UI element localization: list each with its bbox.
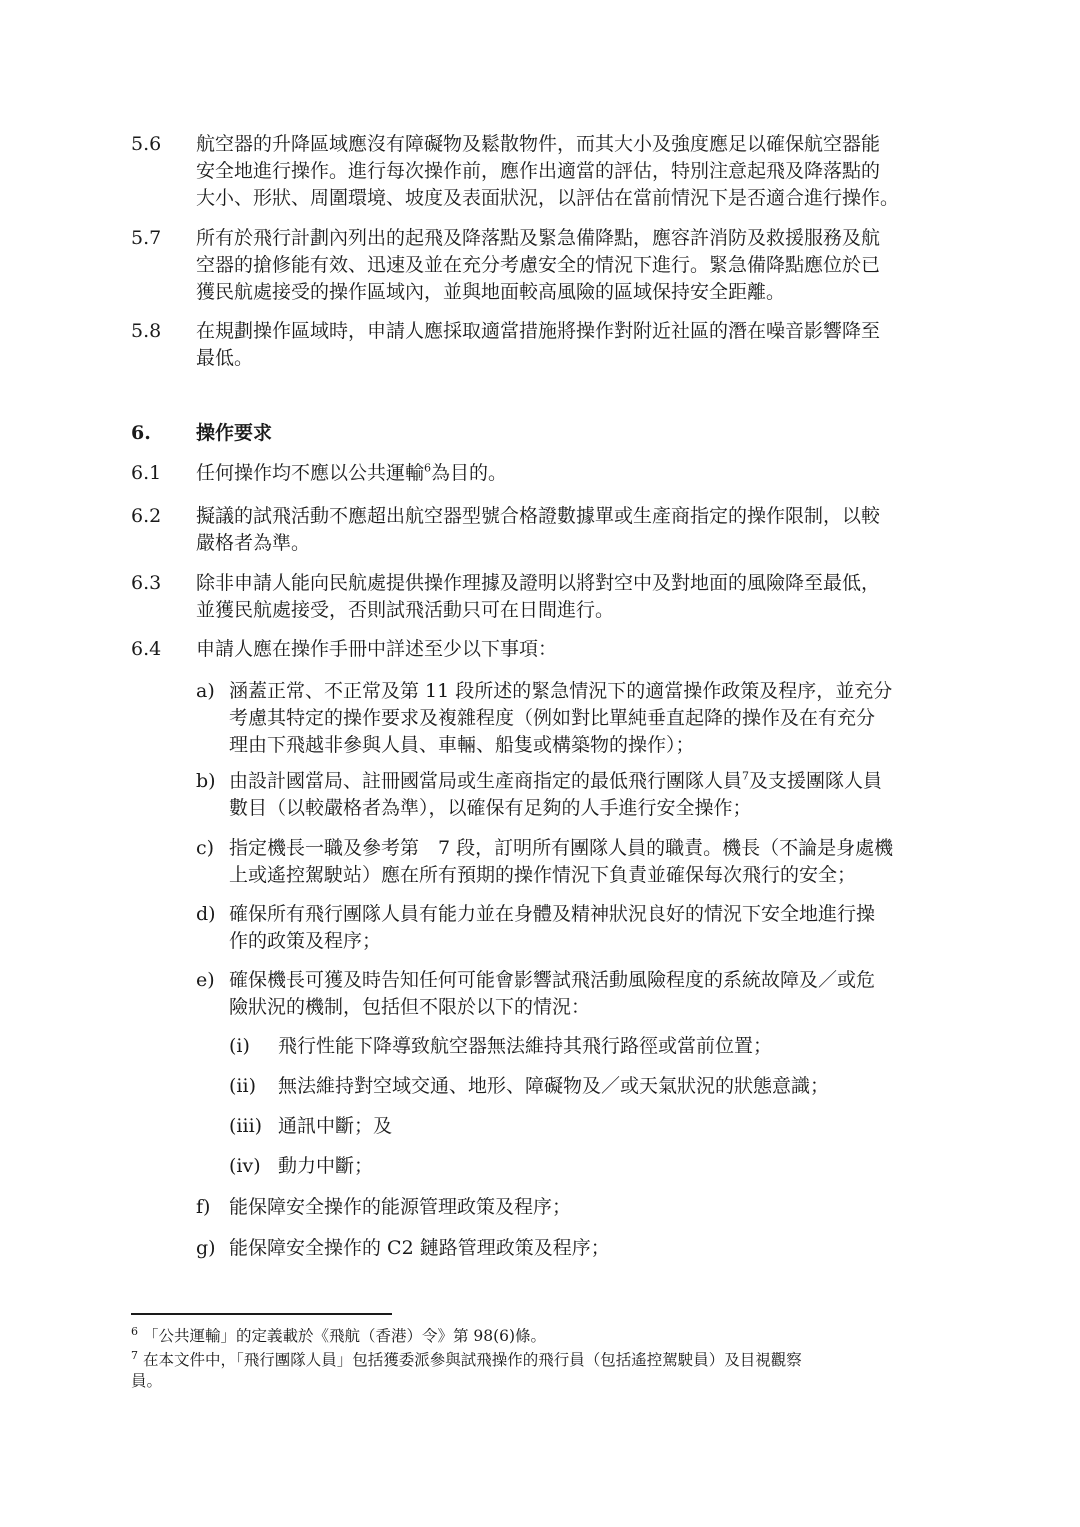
footnote-6: [131, 1326, 961, 1347]
paragraph-number: 6.2: [131, 505, 162, 527]
text-line: 險狀況的機制，包括但不限於以下的情況：: [229, 996, 591, 1018]
sub-item-label: (i): [229, 1035, 250, 1057]
paragraph-text: [196, 318, 964, 372]
sub-item-label: (ii): [229, 1075, 256, 1097]
list-label: b): [196, 770, 216, 792]
list-text: [229, 768, 964, 822]
list-text: 能保障安全操作的 C2 鏈路管理政策及程序；: [229, 1237, 610, 1259]
footnote-7: [131, 1350, 961, 1392]
list-text: [229, 901, 964, 955]
text-line: 嚴格者為準。: [196, 532, 311, 554]
text-segment: 為目的。: [431, 462, 508, 484]
footnote-ref-6[interactable]: 6: [424, 461, 432, 475]
footnote-separator: [131, 1313, 392, 1315]
list-text: [229, 835, 964, 889]
text-line: 大小、形狀、周圍環境、坡度及表面狀況，以評估在當前情況下是否適合進行操作。: [196, 187, 900, 209]
section-number: 6.: [131, 422, 151, 444]
list-text: [229, 678, 964, 759]
text-line: 理由下飛越非參與人員、車輛、船隻或構築物的操作）；: [229, 734, 695, 756]
footnote-mark: 7: [131, 1348, 138, 1362]
list-label: c): [196, 837, 215, 859]
text-line: 數目（以較嚴格者為準），以確保有足夠的人手進行安全操作；: [229, 797, 752, 819]
sub-item-label: (iv): [229, 1155, 261, 1177]
paragraph-number: 6.1: [131, 462, 162, 484]
text-line: 擬議的試飛活動不應超出航空器型號合格證數據單或生產商指定的操作限制，以較: [196, 505, 881, 527]
paragraph-text: [196, 503, 964, 557]
paragraph-number: 5.7: [131, 227, 162, 249]
paragraph-text: 申請人應在操作手冊中詳述至少以下事項：: [196, 638, 558, 660]
footnote-text: 在本文件中，「飛行團隊人員」包括獲委派參與試飛操作的飛行員（包括遙控駕駛員）及目視觀察: [142, 1351, 802, 1369]
text-segment: 及支援團隊人員: [749, 770, 883, 792]
text-line: 最低。: [196, 347, 254, 369]
text-segment: 任何操作均不應以公共運輸: [196, 462, 425, 484]
text-line: 確保機長可獲及時告知任何可能會影響試飛活動風險程度的系統故障及／或危: [229, 969, 876, 991]
paragraph-number: 5.8: [131, 320, 162, 342]
paragraph-text: [196, 225, 964, 306]
paragraph-number: 6.4: [131, 638, 162, 660]
text-segment: 由設計國當局、註冊國當局或生產商指定的最低飛行團隊人員: [229, 770, 743, 792]
list-text: [229, 967, 964, 1021]
text-line: 安全地進行操作。進行每次操作前，應作出適當的評估，特別注意起飛及降落點的: [196, 160, 881, 182]
sub-item-label: (iii): [229, 1115, 263, 1137]
text-line: 獲民航處接受的操作區域內，並與地面較高風險的區域保持安全距離。: [196, 281, 786, 303]
paragraph-number: 6.3: [131, 572, 162, 594]
text-line: 指定機長一職及參考第 7 段，訂明所有團隊人員的職責。機長（不論是身處機: [229, 837, 894, 859]
text-line: 考慮其特定的操作要求及複雜程度（例如對比單純垂直起降的操作及在有充分: [229, 707, 876, 729]
text-line: 確保所有飛行團隊人員有能力並在身體及精神狀況良好的情況下安全地進行操: [229, 903, 876, 925]
sub-item-text: 通訊中斷；及: [278, 1115, 393, 1137]
list-text: 能保障安全操作的能源管理政策及程序；: [229, 1196, 572, 1218]
text-line: 航空器的升降區域應沒有障礙物及鬆散物件，而其大小及強度應足以確保航空器能: [196, 133, 881, 155]
text-line: 所有於飛行計劃內列出的起飛及降落點及緊急備降點，應容許消防及救援服務及航: [196, 227, 881, 249]
list-label: g): [196, 1237, 216, 1259]
text-line: 涵蓋正常、不正常及第 11 段所述的緊急情況下的適當操作政策及程序，並充分: [229, 680, 893, 702]
text-line: 作的政策及程序；: [229, 930, 382, 952]
text-line: 除非申請人能向民航處提供操作理據及證明以將對空中及對地面的風險降至最低，: [196, 572, 881, 594]
paragraph-text: [196, 460, 964, 487]
list-label: a): [196, 680, 215, 702]
list-label: d): [196, 903, 216, 925]
paragraph-text: [196, 131, 964, 212]
footnote-mark: 6: [131, 1324, 138, 1338]
footnote-text: 「公共運輸」的定義載於《飛航（香港）令》第 98(6)條。: [142, 1327, 547, 1345]
sub-item-text: 無法維持對空域交通、地形、障礙物及／或天氣狀況的狀態意識；: [278, 1075, 830, 1097]
text-line: [131, 1350, 961, 1371]
text-line: 上或遙控駕駛站）應在所有預期的操作情況下負責並確保每次飛行的安全；: [229, 864, 857, 886]
sub-item-text: 動力中斷；: [278, 1155, 374, 1177]
list-label: f): [196, 1196, 211, 1218]
text-line: 在規劃操作區域時，申請人應採取適當措施將操作對附近社區的潛在噪音影響降至: [196, 320, 881, 342]
paragraph-number: 5.6: [131, 133, 162, 155]
list-label: e): [196, 969, 215, 991]
text-line: 並獲民航處接受，否則試飛活動只可在日間進行。: [196, 599, 615, 621]
text-line: 員。: [131, 1372, 163, 1390]
section-title: 操作要求: [196, 422, 273, 444]
text-line: 空器的搶修能有效、迅速及並在充分考慮安全的情況下進行。緊急備降點應位於已: [196, 254, 881, 276]
text-line: [229, 768, 964, 795]
footnote-ref-7[interactable]: 7: [742, 769, 750, 783]
sub-item-text: 飛行性能下降導致航空器無法維持其飛行路徑或當前位置；: [278, 1035, 773, 1057]
paragraph-text: [196, 570, 964, 624]
